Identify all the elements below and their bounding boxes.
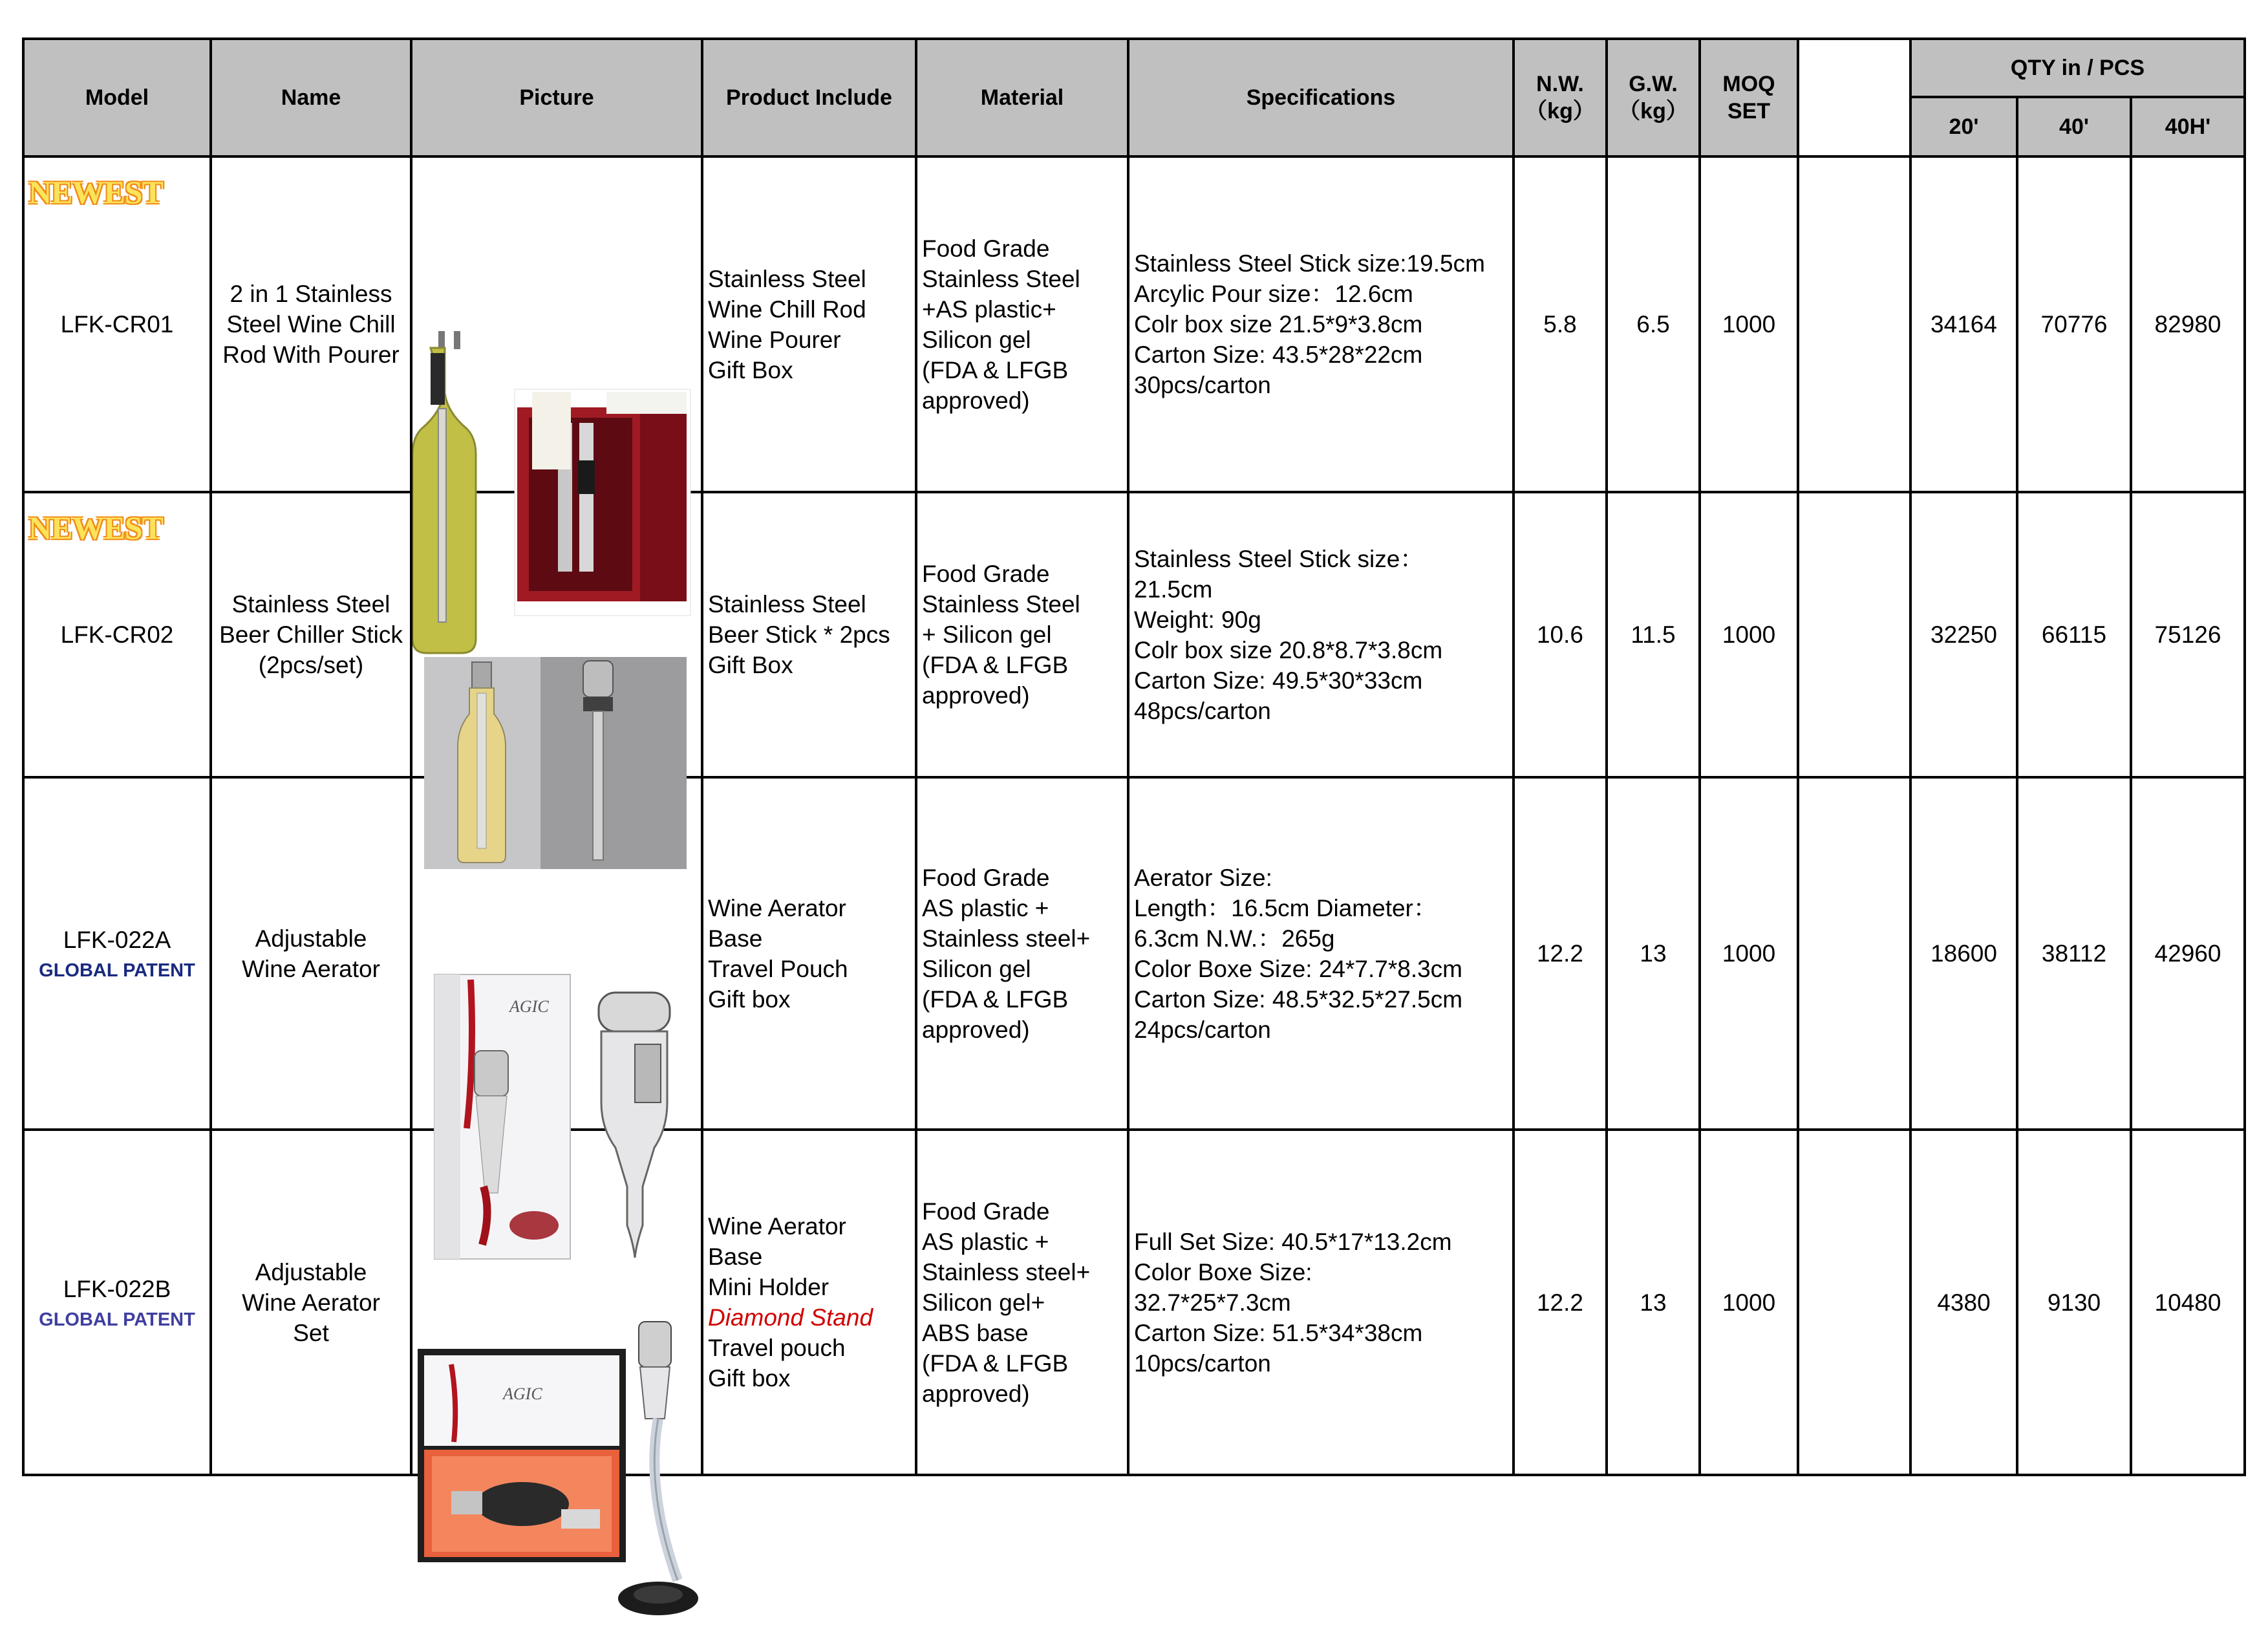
net-weight: 5.8 (1514, 156, 1607, 492)
product-name: 2 in 1 Stainless Steel Wine Chill Rod With Pourer (211, 156, 411, 492)
qty-20: 18600 (1910, 777, 2017, 1130)
qty-40h: 82980 (2131, 156, 2245, 492)
beer-chiller-image (412, 635, 701, 918)
header-product-include: Product Include (702, 39, 916, 156)
gross-weight: 11.5 (1607, 492, 1700, 777)
header-model: Model (23, 39, 211, 156)
moq: 1000 (1700, 777, 1798, 1130)
material: Food Grade Stainless Steel +AS plastic+ Silicon gel (FDA & LFGB approved) (916, 156, 1128, 492)
model-cell (23, 777, 211, 1130)
specifications: Full Set Size: 40.5*17*13.2cm Color Boxe Size: 32.7*25*7.3cm Carton Size: 51.5*34*38cm 10pcs/carton (1128, 1130, 1514, 1475)
product-include: Wine Aerator Base Travel Pouch Gift box (702, 777, 916, 1130)
moq: 1000 (1700, 1130, 1798, 1475)
gross-weight: 13 (1607, 1130, 1700, 1475)
product-name: Adjustable Wine Aerator Set (211, 1130, 411, 1475)
table-row (23, 1130, 2245, 1475)
model-code: LFK-022B (63, 1275, 171, 1302)
qty-40: 38112 (2017, 777, 2131, 1130)
qty-40: 66115 (2017, 492, 2131, 777)
header-qty-40h: 40H' (2131, 97, 2245, 156)
material: Food Grade Stainless Steel + Silicon gel (FDA & LFGB approved) (916, 492, 1128, 777)
qty-20: 32250 (1910, 492, 2017, 777)
net-weight: 12.2 (1514, 777, 1607, 1130)
box-logo-text: AGIC (509, 996, 549, 1016)
model-cell (23, 156, 211, 492)
blank-cell (1798, 156, 1910, 492)
global-patent-label: GLOBAL PATENT (39, 1309, 195, 1330)
table-row (23, 156, 2245, 492)
qty-20: 4380 (1910, 1130, 2017, 1475)
wine-chill-rod-image (412, 325, 701, 658)
header-material: Material (916, 39, 1128, 156)
blank-cell (1798, 1130, 1910, 1475)
model-code: LFK-CR01 (60, 311, 174, 338)
product-name: Adjustable Wine Aerator (211, 777, 411, 1130)
global-patent-label: GLOBAL PATENT (39, 960, 195, 981)
header-nw: N.W. （kg） (1514, 39, 1607, 156)
qty-40h: 42960 (2131, 777, 2245, 1130)
product-picture (411, 156, 702, 492)
qty-40h: 10480 (2131, 1130, 2245, 1475)
material: Food Grade AS plastic + Stainless steel+ Silicon gel+ ABS base (FDA & LFGB approved) (916, 1130, 1128, 1475)
gross-weight: 6.5 (1607, 156, 1700, 492)
model-code: LFK-CR02 (60, 621, 174, 648)
header-blank (1798, 39, 1910, 156)
model-cell (23, 1130, 211, 1475)
header-moq: MOQ SET (1700, 39, 1798, 156)
net-weight: 12.2 (1514, 1130, 1607, 1475)
qty-40: 70776 (2017, 156, 2131, 492)
specifications: Stainless Steel Stick size:19.5cm Arcylic Pour size：12.6cm Colr box size 21.5*9*3.8cm Carton Size: 43.5*28*22cm 30pcs/carton (1128, 156, 1514, 492)
newest-badge: NEWEST (28, 510, 163, 546)
header-specifications: Specifications (1128, 39, 1514, 156)
material: Food Grade AS plastic + Stainless steel+ Silicon gel (FDA & LFGB approved) (916, 777, 1128, 1130)
qty-40: 9130 (2017, 1130, 2131, 1475)
product-include: Stainless Steel Beer Stick * 2pcs Gift Box (702, 492, 916, 777)
table-row (23, 777, 2245, 1130)
model-cell (23, 492, 211, 777)
qty-40h: 75126 (2131, 492, 2245, 777)
header-qty-20: 20' (1910, 97, 2017, 156)
net-weight: 10.6 (1514, 492, 1607, 777)
box-logo-text: AGIC (503, 1384, 542, 1403)
moq: 1000 (1700, 156, 1798, 492)
wine-aerator-image (412, 954, 701, 1304)
include-items: Travel pouch Gift box (708, 1335, 846, 1392)
qty-20: 34164 (1910, 156, 2017, 492)
blank-cell (1798, 492, 1910, 777)
header-qty-group: QTY in / PCS (1910, 39, 2245, 97)
header-gw: G.W. （kg） (1607, 39, 1700, 156)
moq: 1000 (1700, 492, 1798, 777)
header-picture: Picture (411, 39, 702, 156)
wine-aerator-set-image (412, 1302, 701, 1645)
specifications: Stainless Steel Stick size： 21.5cm Weight: 90g Colr box size 20.8*8.7*3.8cm Carton Size: 49.5*30*33cm 48pcs/carton (1128, 492, 1514, 777)
header-qty-40: 40' (2017, 97, 2131, 156)
header-name: Name (211, 39, 411, 156)
gross-weight: 13 (1607, 777, 1700, 1130)
table-row (23, 492, 2245, 777)
include-diamond-stand: Diamond Stand (708, 1304, 873, 1331)
product-include (702, 1130, 916, 1475)
include-items: Wine Aerator Base Mini Holder (708, 1213, 846, 1300)
blank-cell (1798, 777, 1910, 1130)
model-code: LFK-022A (63, 927, 171, 953)
newest-badge: NEWEST (28, 174, 163, 210)
product-name: Stainless Steel Beer Chiller Stick (2pcs/set) (211, 492, 411, 777)
product-include: Stainless Steel Wine Chill Rod Wine Pourer Gift Box (702, 156, 916, 492)
product-table (22, 38, 2246, 1476)
specifications: Aerator Size: Length：16.5cm Diameter： 6.3cm N.W.：265g Color Boxe Size: 24*7.7*8.3cm Carton Size: 48.5*32.5*27.5cm 24pcs/carton (1128, 777, 1514, 1130)
